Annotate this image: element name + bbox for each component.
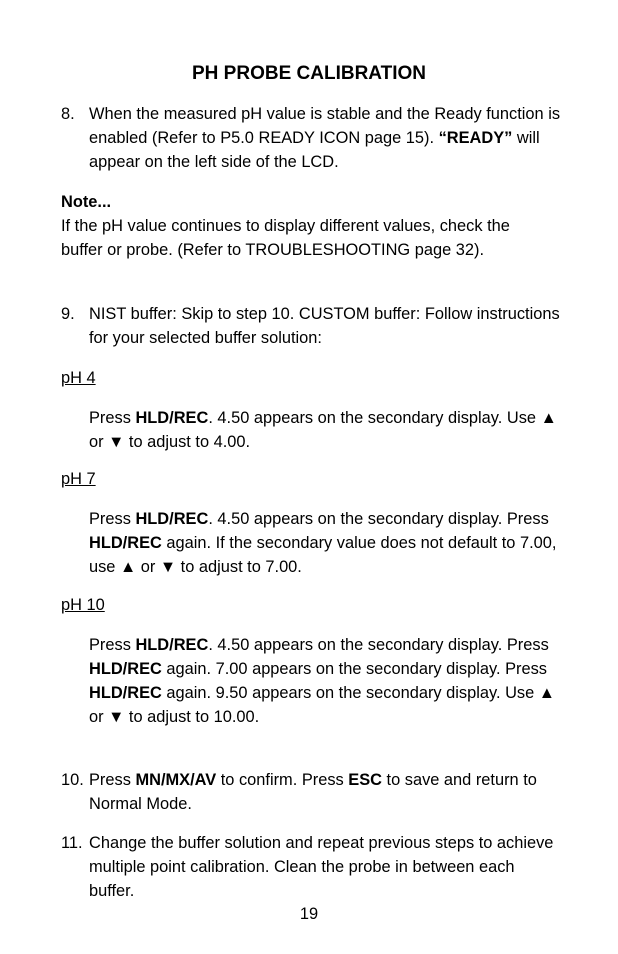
step-number: 10.: [61, 771, 84, 789]
ph7-section: [61, 467, 561, 579]
ph10-text: Press HLD/REC. 4.50 appears on the secondary display. Press HLD/REC again. 7.00 appears on the secondary display. Press HLD/REC again. 9.50 appears on the secondary display. Use ▲ or ▼ to adjust to 10.00.: [89, 636, 556, 726]
ph10-section: [61, 593, 566, 729]
step-number: 8.: [61, 105, 75, 123]
key-mn-mx-av: MN/MX/AV: [135, 771, 217, 789]
ready-keyword: “READY”: [438, 129, 513, 147]
ph7-text: Press HLD/REC. 4.50 appears on the secondary display. Press HLD/REC again. If the secondary value does not default to 7.00, use ▲ or ▼ to adjust to 7.00.: [89, 510, 557, 576]
ph4-text: Press HLD/REC. 4.50 appears on the secondary display. Use ▲ or ▼ to adjust to 4.00.: [89, 409, 557, 451]
key-hld-rec: HLD/REC: [135, 636, 209, 654]
key-hld-rec: HLD/REC: [135, 409, 209, 427]
note: [61, 190, 551, 262]
key-hld-rec: HLD/REC: [135, 510, 209, 528]
key-esc: ESC: [348, 771, 382, 789]
key-hld-rec: HLD/REC: [89, 684, 162, 702]
step-text: NIST buffer: Skip to step 10. CUSTOM buffer: Follow instructions for your selected buffer solution:: [89, 305, 560, 347]
note-heading: Note...: [61, 193, 112, 211]
ph4-section: [61, 366, 561, 454]
page-number: 19: [299, 905, 319, 923]
ph7-heading: pH 7: [61, 470, 96, 488]
step-text: When the measured pH value is stable and the Ready function is enabled (Refer to P5.0 READY ICON page 15). “READY” will appear on the left side of the LCD.: [89, 105, 561, 171]
step-11: [61, 831, 561, 903]
ph10-heading: pH 10: [61, 596, 105, 614]
key-hld-rec: HLD/REC: [89, 660, 162, 678]
ph4-heading: pH 4: [61, 369, 96, 387]
step-text: Press MN/MX/AV to confirm. Press ESC to save and return to Normal Mode.: [89, 771, 537, 813]
step-text: Change the buffer solution and repeat previous steps to achieve multiple point calibration. Clean the probe in between each buffer.: [89, 834, 554, 900]
note-text: If the pH value continues to display different values, check the buffer or probe. (Refer to TROUBLESHOOTING page 32).: [61, 217, 510, 259]
step-9: [61, 302, 561, 350]
step-number: 11.: [61, 834, 83, 852]
key-hld-rec: HLD/REC: [89, 534, 162, 552]
page-title: PH PROBE CALIBRATION: [192, 63, 426, 84]
step-8: [61, 102, 561, 174]
step-number: 9.: [61, 305, 75, 323]
step-10: [61, 768, 561, 816]
